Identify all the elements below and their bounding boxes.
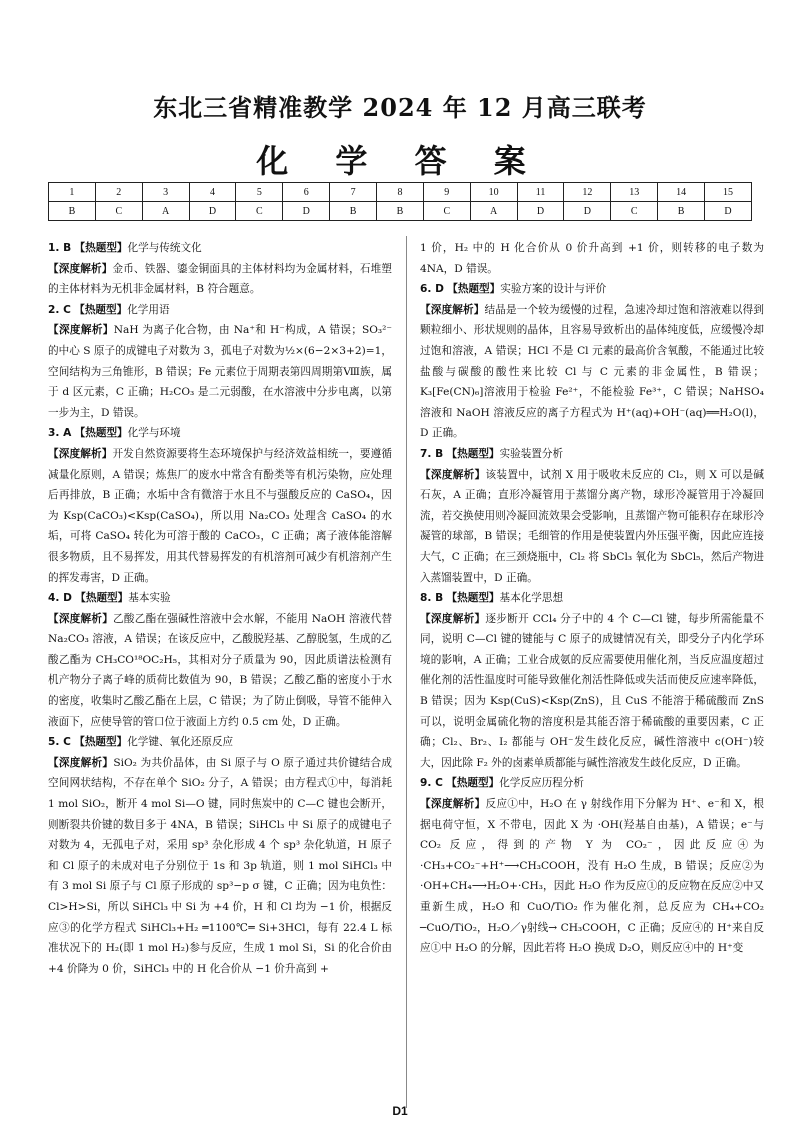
analysis-text: 乙酸乙酯在强碱性溶液中会水解，不能用 NaOH 溶液代替 Na₂CO₃ 溶液，A 错误；在该反应中，乙酸脱羟基、乙醇脱氢，生成的乙酸乙酯为 CH₃CO¹⁸OC₂H₅，其相对分子质量为 90，因此质谱法检测有机产物分子离子峰的质荷比数值为 90，B 错误；乙酸乙酯的密度小于水的密度，收集时乙酸乙酯在上层，C 错误；为了防止倒吸，导管不能伸入液面下，应使导管的管口位于液面上方约 0.5 cm 处，D 正确。 [48, 612, 393, 728]
analysis-text: 逐步断开 CCl₄ 分子中的 4 个 C—Cl 键，每步所需能量不同，说明 C—Cl 键的键能与 C 原子的成键情况有关，即受分子内化学环境的影响，A 正确；工业合成氨的反应需要使用催化剂，当反应温度超过催化剂的活性温度时可能导致催化剂活性降低或失活而使反应速率降低，B 错误；因为 Ksp(CuS)<Ksp(ZnS)，且 CuS 不能溶于稀硫酸而 ZnS 可以，说明金属硫化物的溶度积是其能否溶于稀硫酸的重要因素，C 正确；Cl₂、Br₂、I₂ 都能与 OH⁻发生歧化反应，碱性溶液中 c(OH⁻)较大，因此除 F₂ 外的卤素单质都能与碱性溶液发生歧化反应，D 正确。 [420, 612, 765, 769]
page-number: D1 [392, 1104, 408, 1118]
analysis-paragraph [420, 465, 764, 589]
question-number-cell: 6 [283, 183, 330, 202]
question-number-cell: 10 [470, 183, 517, 202]
analysis-text: 结晶是一个较为缓慢的过程，急速冷却过饱和溶液难以得到颗粒细小、形状规则的晶体，且容易导致析出的晶体纯度低，应缓慢冷却过饱和溶液，A 错误；HCl 不是 Cl 元素的最高价含氧酸，不能通过比较盐酸与碳酸的酸性来比较 Cl 与 C 元素的非金属性，B 错误；K₃[Fe(CN)₆]溶液用于检验 Fe²⁺，不能检验 Fe³⁺，C 错误；NaHSO₄ 溶液和 NaOH 溶液反应的离子方程式为 H⁺(aq)+OH⁻(aq)══H₂O(l)，D 正确。 [420, 303, 764, 440]
question-number-cell: 1 [49, 183, 96, 202]
question-header [420, 279, 764, 300]
analysis-text: 开发自然资源要将生态环境保护与经济效益相统一，要遵循减量化原则，A 错误；炼焦厂的废水中常含有酚类等有机污染物，应处理后再排放，B 正确；水垢中含有微溶于水且不与强酸反应的 CaSO₄，因为 Ksp(CaCO₃)<Ksp(CaSO₄)，所以用 Na₂CO₃ 处理含 CaSO₄ 的水垢，可将 CaSO₄ 转化为可溶于酸的 CaCO₃，C 正确；离子液体能溶解很多物质，且不易挥发，用其代替易挥发的有机溶剂可减少有机溶剂产生的挥发毒害，D 正确。 [48, 447, 392, 584]
question-answer: 4. D [48, 592, 72, 605]
answer-letter-cell: B [330, 202, 377, 221]
analysis-paragraph [420, 794, 764, 959]
analysis-paragraph [48, 444, 392, 588]
analysis-paragraph [48, 753, 392, 980]
question-answer: 7. B [420, 447, 444, 460]
answer-letter-row [49, 202, 752, 221]
analysis-label: 【深度解析】 [420, 798, 486, 811]
analysis-label: 【深度解析】 [420, 612, 486, 625]
question-number-cell: 13 [611, 183, 658, 202]
answer-letter-cell: D [517, 202, 564, 221]
question-answer: 3. A [48, 427, 72, 440]
answer-letter-cell: C [611, 202, 658, 221]
analysis-label: 【深度解析】 [420, 468, 486, 481]
analysis-text: SiO₂ 为共价晶体，由 Si 原子与 O 原子通过共价键结合成空间网状结构，不存在单个 SiO₂ 分子，A 错误；由方程式①中，每消耗 1 mol SiO₂，断开 4 mol Si—O 键，同时焦炭中的 C—C 键也会断开，则断裂共价键的数目多于 4NA，B 错误；SiHCl₃ 中 Si 原子的成键电子对数为 4，无孤电子对，采用 sp³ 杂化形成 4 个 sp³ 杂化轨道，H 原子和 Cl 原子的未成对电子分别位于 1s 和 3p 轨道，则 1 mol SiHCl₃ 中有 3 mol Si 原子与 Cl 原子形成的 sp³−p σ 键，C 正确；因为电负性：Cl>H>Si，所以 SiHCl₃ 中 Si 为 +4 价，H 和 Cl 均为 −1 价，根据反应③的化学方程式 SiHCl₃+H₂ ═1100℃═ Si+3HCl，每有 22.4 L 标准状况下的 H₂(即 1 mol H₂)参与反应，生成 1 mol Si，Si 的化合价由 +4 价降为 0 价，SiHCl₃ 中的 H 化合价从 −1 价升高到 + [48, 756, 392, 975]
analysis-text: 该装置中，试剂 X 用于吸收未反应的 Cl₂，则 X 可以是碱石灰，A 正确；直形冷凝管用于蒸馏分离产物，球形冷凝管用于冷凝回流，若交换使用则冷凝回流效果会受影响，且蒸馏产物可能积存在球形冷凝管的球部，B 错误；毛细管的作用是使装置内外压强平衡，因此应连接大气，C 正确；在三颈烧瓶中，Cl₂ 将 SbCl₃ 氧化为 SbCl₅，然后产物进入蒸馏装置中，D 正确。 [420, 468, 764, 584]
analysis-text: 反应①中，H₂O 在 γ 射线作用下分解为 H⁺、e⁻和 X，根据电荷守恒，X 不带电，因此 X 为 ·OH(羟基自由基)，A 错误；e⁻与 CO₂ 反应，得到的产物 Y 为 CO₂⁻，因此反应④为 ·CH₃+CO₂⁻+H⁺⟶CH₃COOH，没有 H₂O 生成，B 错误；反应②为 ·OH+CH₄⟶H₂O+·CH₃，因此 H₂O 作为反应①的反应物在反应②中又重新生成，H₂O 和 CuO/TiO₂ 作为催化剂，总反应为 CH₄+CO₂ ─CuO/TiO₂，H₂O／γ射线→ CH₃COOH，C 正确；反应④的 H⁺来自反应①中 H₂O 的分解，因此若将 H₂O 换成 D₂O，则反应④中的 H⁺变 [420, 798, 764, 955]
hot-type-tag: 【热题型】 [75, 592, 129, 605]
answer-letter-cell: A [142, 202, 189, 221]
question-type: 实验方案的设计与评价 [500, 283, 607, 296]
question-number-cell: 2 [95, 183, 142, 202]
analysis-text: 1 价，H₂ 中的 H 化合价从 0 价升高到 +1 价，则转移的电子数为 4NA，D 错误。 [420, 242, 764, 275]
answer-letter-cell: D [283, 202, 330, 221]
analysis-paragraph [420, 300, 764, 444]
column-divider [406, 236, 407, 1108]
page-subtitle: 化 学 答 案 [256, 142, 544, 180]
answer-letter-cell: C [95, 202, 142, 221]
hot-type-tag: 【热题型】 [74, 427, 128, 440]
question-answer: 8. B [420, 592, 444, 605]
question-number-cell: 3 [142, 183, 189, 202]
page-title: 东北三省精准教学 2024 年 12 月高三联考 [153, 93, 647, 122]
analysis-paragraph [48, 609, 392, 733]
answer-number-row [49, 183, 752, 202]
answer-letter-cell: B [377, 202, 424, 221]
question-type: 化学用语 [127, 303, 170, 316]
question-number-cell: 7 [330, 183, 377, 202]
analysis-text: NaH 为离子化合物，由 Na⁺和 H⁻构成，A 错误；SO₃²⁻的中心 S 原子的成键电子对数为 3，孤电子对数为½×(6−2×3+2)=1，空间结构为三角锥形，B 错误；Fe 元素位于周期表第四周期第Ⅷ族，属于 d 区元素，C 正确；H₂CO₃ 是二元弱酸，在水溶液中分步电离，以第一步为主，D 错误。 [48, 324, 392, 419]
hot-type-tag: 【热题型】 [74, 303, 128, 316]
analysis-paragraph [48, 320, 392, 423]
question-header [420, 773, 764, 794]
hot-type-tag: 【热题型】 [446, 447, 500, 460]
question-type: 化学键、氧化还原反应 [127, 736, 234, 749]
question-type: 基本实验 [128, 592, 171, 605]
answer-letter-cell: B [658, 202, 705, 221]
question-number-cell: 12 [564, 183, 611, 202]
answer-letter-cell: D [705, 202, 752, 221]
hot-type-tag: 【热题型】 [446, 592, 500, 605]
question-type: 化学与环境 [127, 427, 181, 440]
question-number-cell: 15 [705, 183, 752, 202]
question-header [420, 444, 764, 465]
answer-table [48, 182, 752, 221]
question-type: 实验装置分析 [499, 447, 564, 460]
question-header [48, 588, 392, 609]
analysis-label: 【深度解析】 [420, 303, 485, 316]
analysis-paragraph [420, 238, 764, 279]
question-answer: 5. C [48, 736, 71, 749]
analysis-label: 【深度解析】 [48, 324, 114, 337]
question-answer: 9. C [420, 777, 443, 790]
question-number-cell: 11 [517, 183, 564, 202]
question-header [420, 588, 764, 609]
analysis-paragraph [48, 259, 392, 300]
analysis-label: 【深度解析】 [48, 756, 114, 769]
analysis-label: 【深度解析】 [48, 262, 113, 275]
hot-type-tag: 【热题型】 [446, 777, 500, 790]
left-column [48, 238, 392, 979]
question-number-cell: 5 [236, 183, 283, 202]
question-number-cell: 4 [189, 183, 236, 202]
answer-letter-cell: C [423, 202, 470, 221]
analysis-text: 金币、铁器、鎏金铜面具的主体材料均为金属材料，石堆塑的主体材料为无机非金属材料，B 符合题意。 [48, 262, 392, 296]
question-answer: 1. B [48, 242, 72, 254]
answer-letter-cell: B [49, 202, 96, 221]
question-number-cell: 14 [658, 183, 705, 202]
hot-type-tag: 【热题型】 [74, 242, 128, 254]
hot-type-tag: 【热题型】 [447, 283, 501, 296]
answer-letter-cell: C [236, 202, 283, 221]
answer-letter-cell: A [470, 202, 517, 221]
question-header [48, 732, 392, 753]
hot-type-tag: 【热题型】 [74, 736, 128, 749]
analysis-paragraph [420, 609, 764, 774]
right-column [420, 238, 764, 959]
question-answer: 2. C [48, 303, 71, 316]
question-type: 化学反应历程分析 [499, 777, 584, 790]
answer-letter-cell: D [564, 202, 611, 221]
question-type: 化学与传统文化 [127, 242, 202, 254]
question-header [48, 300, 392, 321]
question-number-cell: 8 [377, 183, 424, 202]
question-answer: 6. D [420, 283, 444, 296]
analysis-label: 【深度解析】 [48, 612, 114, 625]
analysis-label: 【深度解析】 [48, 447, 113, 460]
question-type: 基本化学思想 [499, 592, 564, 605]
answer-letter-cell: D [189, 202, 236, 221]
question-header [48, 423, 392, 444]
question-number-cell: 9 [423, 183, 470, 202]
question-header [48, 238, 392, 259]
